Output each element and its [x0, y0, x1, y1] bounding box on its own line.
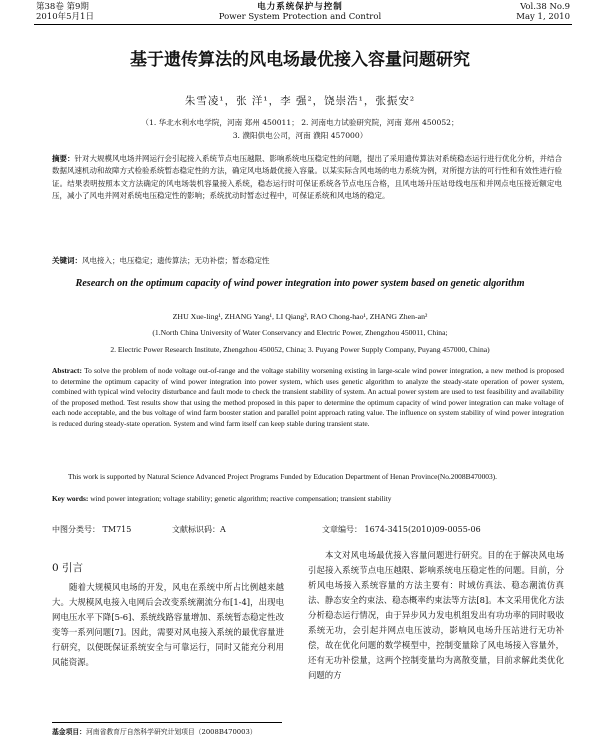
footnote-funding [52, 726, 292, 736]
abstract-cn-text: 针对大规模风电场并网运行会引起接入系统节点电压越限、影响系统电压稳定性的问题，提出了采用遗传算法对系统稳态运行进行优化分析，并结合数据风速机动和故障方式检验系统暂态稳定性的方法，确定风电场最优接入容量。以某实际含风电场的电力系统为例，对所提方法的可行性和有效性进行验证。结果表明按照本文方法确定的风电场装机容量接入系统，稳态运行时可保证系统各节点电压合格，且风电场升压站母线电压和并网点电压接近额定电压，减小了风电并网对系统电压稳定性的影响；系统扰动时暂态过程中，可保证系统和风电场的稳定。 [52, 154, 562, 200]
header-rule [34, 24, 572, 25]
header-date-en: May 1, 2010 [516, 12, 570, 22]
authors-en: ZHU Xue-ling¹, ZHANG Yang¹, LI Qiang², RAO Chong-hao¹, ZHANG Zhen-an² [172, 312, 428, 321]
keywords-en [52, 494, 564, 503]
affiliation-cn-line: 3. 濮阳供电公司，河南 濮阳 457000） [232, 131, 368, 140]
running-header [0, 0, 600, 26]
affiliations-cn [0, 116, 600, 142]
header-volume-en [516, 2, 570, 22]
header-journal-cn: 电力系统保护与控制 [257, 2, 343, 12]
header-journal-en: Power System Protection and Control [218, 12, 382, 22]
keywords-cn-text: 风电接入；电压稳定；遗传算法；无功补偿；暂态稳定性 [82, 256, 270, 265]
paper-title-cn: 基于遗传算法的风电场最优接入容量问题研究 [130, 50, 470, 70]
footnote-text: 河南省教育厅自然科学研究计划项目（2008B470003） [85, 728, 257, 736]
affiliation-en-line: 2. Electric Power Research Institute, Zhengzhou 450052, China; 3. Puyang Power Supply Company, Puyang 457000, China) [110, 345, 490, 354]
authors-cn: 朱雪凌¹，张 洋¹，李 强²，饶崇浩¹，张振安² [184, 95, 416, 107]
footnote-label: 基金项目： [52, 728, 86, 736]
keywords-cn-label: 关键词： [52, 256, 82, 265]
document-code: 文献标识码：A [172, 525, 226, 534]
clc-number: 中图分类号： TM715 [52, 525, 132, 534]
section-title-introduction: 0 引言 [52, 562, 84, 574]
header-vol-cn: 第38卷 第9期 [36, 2, 89, 12]
body-column-right: 本文对风电场最优接入容量问题进行研究。目的在于解决风电场引起接入系统节点电压越限、影响系统电压稳定性的问题。目前，分析风电场接入系统容量的方法主要有：时域仿真法、稳态潮流仿真法、静态安全约束法、稳态概率约束法等方法[8]。本文采用优化方法分析稳态运行情况，由于异步风力发电机组发出有功功率的同时吸收系统无功，会引起并网点电压波动，影响风电场升压站进行无功补偿，故在优化问题的数学模型中，控制变量除了风电场接入容量外，还有无功补偿量，这两个控制变量均为离散变量，目前求解此类优化问题的方 [308, 550, 564, 680]
affiliations-en [20, 324, 580, 358]
body-column-left: 随着大规模风电场的开发，风电在系统中所占比例越来越大。大规模风电接入电网后会改变系统潮流分布[1-4]，出现电网电压水平下降[5-6]、系统线路容量增加、系统暂态稳定性改变等一系列问题[7]。因此，需要对风电接入系统的最优容量进行研究，以便既保证系统安全与可靠运行，同时又能充分利用风能资源。 [52, 582, 284, 667]
keywords-en-text: wind power integration; voltage stability; genetic algorithm; reactive compensation; transient stability [90, 494, 392, 503]
footnote-rule [52, 722, 282, 723]
affiliation-en-line: (1.North China University of Water Conservancy and Electric Power, Zhengzhou 450011, China; [152, 328, 448, 337]
funding-en: This work is supported by Natural Science Advanced Project Programs Funded by Education Department of Henan Province(No.2008B470003). [68, 472, 497, 481]
header-date-cn: 2010年5月1日 [36, 12, 94, 22]
abstract-en-text: To solve the problem of node voltage out-of-range and the voltage stability worsening existing in large-scale wind power integration, a new method is proposed to determine the optimum capacity of wind power integration into power system, which uses genetic algorithm to analyze the steady-state operation of power system, combined with typical wind velocity disturbance and fault mode to check the transient stability of system. An actual power system are used to test feasibility and availability of the proposed method. Test results show that using the method proposed in this paper to determine the optimum capacity of wind power integration can make voltage of each node acceptable, and the bus voltage of wind farm booster station and parallel point approach rating value. The influence on system stability of wind power integration is reduced during steady-state operation. System and wind farm itself can keep stable during transient state. [52, 366, 564, 428]
affiliation-cn-line: （1. 华北水利水电学院，河南 郑州 450011； 2. 河南电力试验研究院，河南 郑州 450052； [141, 118, 459, 127]
paper-title-en: Research on the optimum capacity of wind power integration into power system based on genetic algorithm [75, 278, 525, 289]
keywords-en-label: Key words: [52, 494, 89, 503]
header-vol-en: Vol.38 No.9 [520, 2, 570, 12]
article-number: 文章编号： 1674-3415(2010)09-0055-06 [322, 525, 481, 534]
abstract-en [52, 366, 564, 430]
keywords-cn [52, 255, 562, 266]
abstract-en-label: Abstract: [52, 366, 82, 375]
header-journal [0, 2, 600, 22]
abstract-cn [52, 153, 562, 202]
abstract-cn-label: 摘要： [52, 154, 75, 163]
